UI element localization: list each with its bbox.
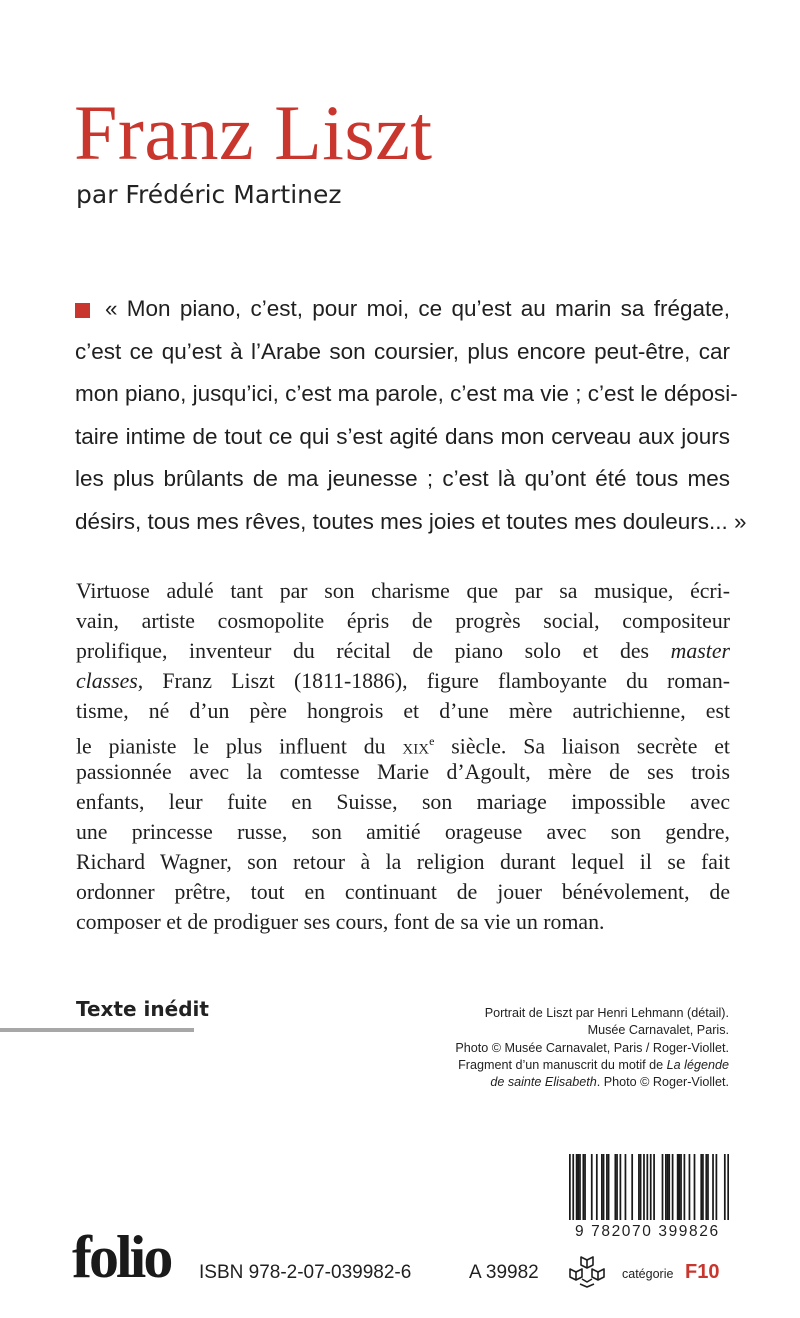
barcode-icon [569,1154,729,1220]
barcode-bar [638,1154,640,1220]
credit-line: de sainte Elisabeth. Photo © Roger-Viollet. [490,1075,729,1090]
quote-line: désirs, tous mes rêves, toutes mes joies et toutes mes douleurs... » [75,508,747,534]
blurb-line: Virtuose adulé tant par son charisme que par sa musique, écri- [76,579,730,603]
series-code: A 39982 [469,1262,539,1283]
barcode-bar [716,1154,718,1220]
barcode-bar [727,1154,729,1220]
century-numeral: xix [402,734,430,759]
credit-line: Portrait de Liszt par Henri Lehmann (détail). [484,1006,729,1020]
barcode-bar [614,1154,616,1220]
quote-line: taire intime de tout ce qui s’est agité dans mon cerveau aux jours [75,423,730,449]
barcode-bar [678,1154,680,1220]
barcode-bar [601,1154,603,1220]
photo-credits [409,1005,729,1091]
barcode-number: 9 782070 399826 [575,1223,720,1240]
barcode-bar [700,1154,702,1220]
blurb-line: tisme, né d’un père hongrois et d’une mère autrichienne, est [76,699,730,724]
barcode-bar [667,1154,669,1220]
blurb-line: le pianiste le plus influent du xix$^e$ siècle. Sa liaison secrète et [76,734,730,759]
barcode-bar [616,1154,618,1220]
isbn: ISBN 978-2-07-039982-6 [199,1262,412,1283]
quote-line: c’est ce qu’est à l’Arabe son coursier, plus encore peut-être, car [75,338,730,364]
barcode-bar [591,1154,593,1220]
barcode-bar [646,1154,648,1220]
barcode-bar [582,1154,584,1220]
barcode-bar [662,1154,664,1220]
barcode-bar [684,1154,686,1220]
barcode-bar [572,1154,574,1220]
author-name: par Frédéric Martinez [76,180,342,209]
barcode-bar [643,1154,645,1220]
blurb-line: passionnée avec la comtesse Marie d’Agoult, mère de ses trois [76,759,730,784]
barcode-bar [603,1154,605,1220]
blurb-line: vain, artiste cosmopolite épris de progrès social, compositeur [76,609,730,634]
barcode-bar [640,1154,642,1220]
barcode-bar [705,1154,707,1220]
barcode-bar [577,1154,579,1220]
italic-term: classes [76,669,138,694]
blurb-line: classes, Franz Liszt (1811-1886), figure flamboyante du roman- [76,669,730,694]
barcode-bar [625,1154,627,1220]
barcode-bar [672,1154,674,1220]
barcode-bar [579,1154,581,1220]
blurb-line: enfants, leur fuite en Suisse, son mariage impossible avec [76,789,730,814]
credit-line: Photo © Musée Carnavalet, Paris / Roger-Viollet. [455,1040,729,1055]
italic-term: master [670,639,730,664]
quote-line: « Mon piano, c’est, pour moi, ce qu’est au marin sa frégate, [105,296,730,321]
blurb-line: ordonner prêtre, tout en continuant de jouer bénévolement, de [76,879,730,904]
barcode-bar [668,1154,670,1220]
barcode-bar [680,1154,682,1220]
book-title: Franz Liszt [74,89,433,176]
barcode-bar [631,1154,633,1220]
barcode-bar [724,1154,726,1220]
barcode-bar [608,1154,610,1220]
quote-block [75,288,747,543]
category-code: F10 [685,1261,720,1283]
barcode-bar [702,1154,704,1220]
category-label: catégorie [622,1267,674,1281]
folio-books-emblem-icon [566,1254,608,1290]
barcode-bar [620,1154,622,1220]
credit-line: Musée Carnavalet, Paris. [587,1023,729,1038]
quote-line: les plus brûlants de ma jeunesse ; c’est là qu’ont été tous mes [75,466,730,491]
barcode-bar [584,1154,586,1220]
barcode-bar [689,1154,691,1220]
barcode-bar [665,1154,667,1220]
barcode-bar [677,1154,679,1220]
barcode-bar [650,1154,652,1220]
blurb-paragraph [76,576,730,937]
blurb-line: une princesse russe, son amitié orageuse avec son gendre, [76,819,730,844]
barcode-bar [569,1154,571,1220]
superscript-e: e [429,734,435,749]
barcode-bar [576,1154,578,1220]
barcode-bar [606,1154,608,1220]
quote-line: mon piano, jusqu’ici, c’est ma parole, c’est ma vie ; c’est le déposi- [75,381,738,406]
barcode-bar [694,1154,696,1220]
blurb-line: prolifique, inventeur du récital de piano solo et des master [76,639,730,664]
barcode-bar [653,1154,655,1220]
credit-line: Fragment d’un manuscrit du motif de La légende [458,1057,729,1072]
unpublished-label: Texte inédit [76,997,209,1021]
barcode-bar [712,1154,714,1220]
divider [0,1028,194,1032]
blurb-line: composer et de prodiguer ses cours, font de sa vie un roman. [76,910,605,935]
barcode-bar [707,1154,709,1220]
blurb-line: Richard Wagner, son retour à la religion durant lequel il se fait [76,849,730,874]
publisher-logo: folio [72,1224,171,1290]
barcode-bar [596,1154,598,1220]
